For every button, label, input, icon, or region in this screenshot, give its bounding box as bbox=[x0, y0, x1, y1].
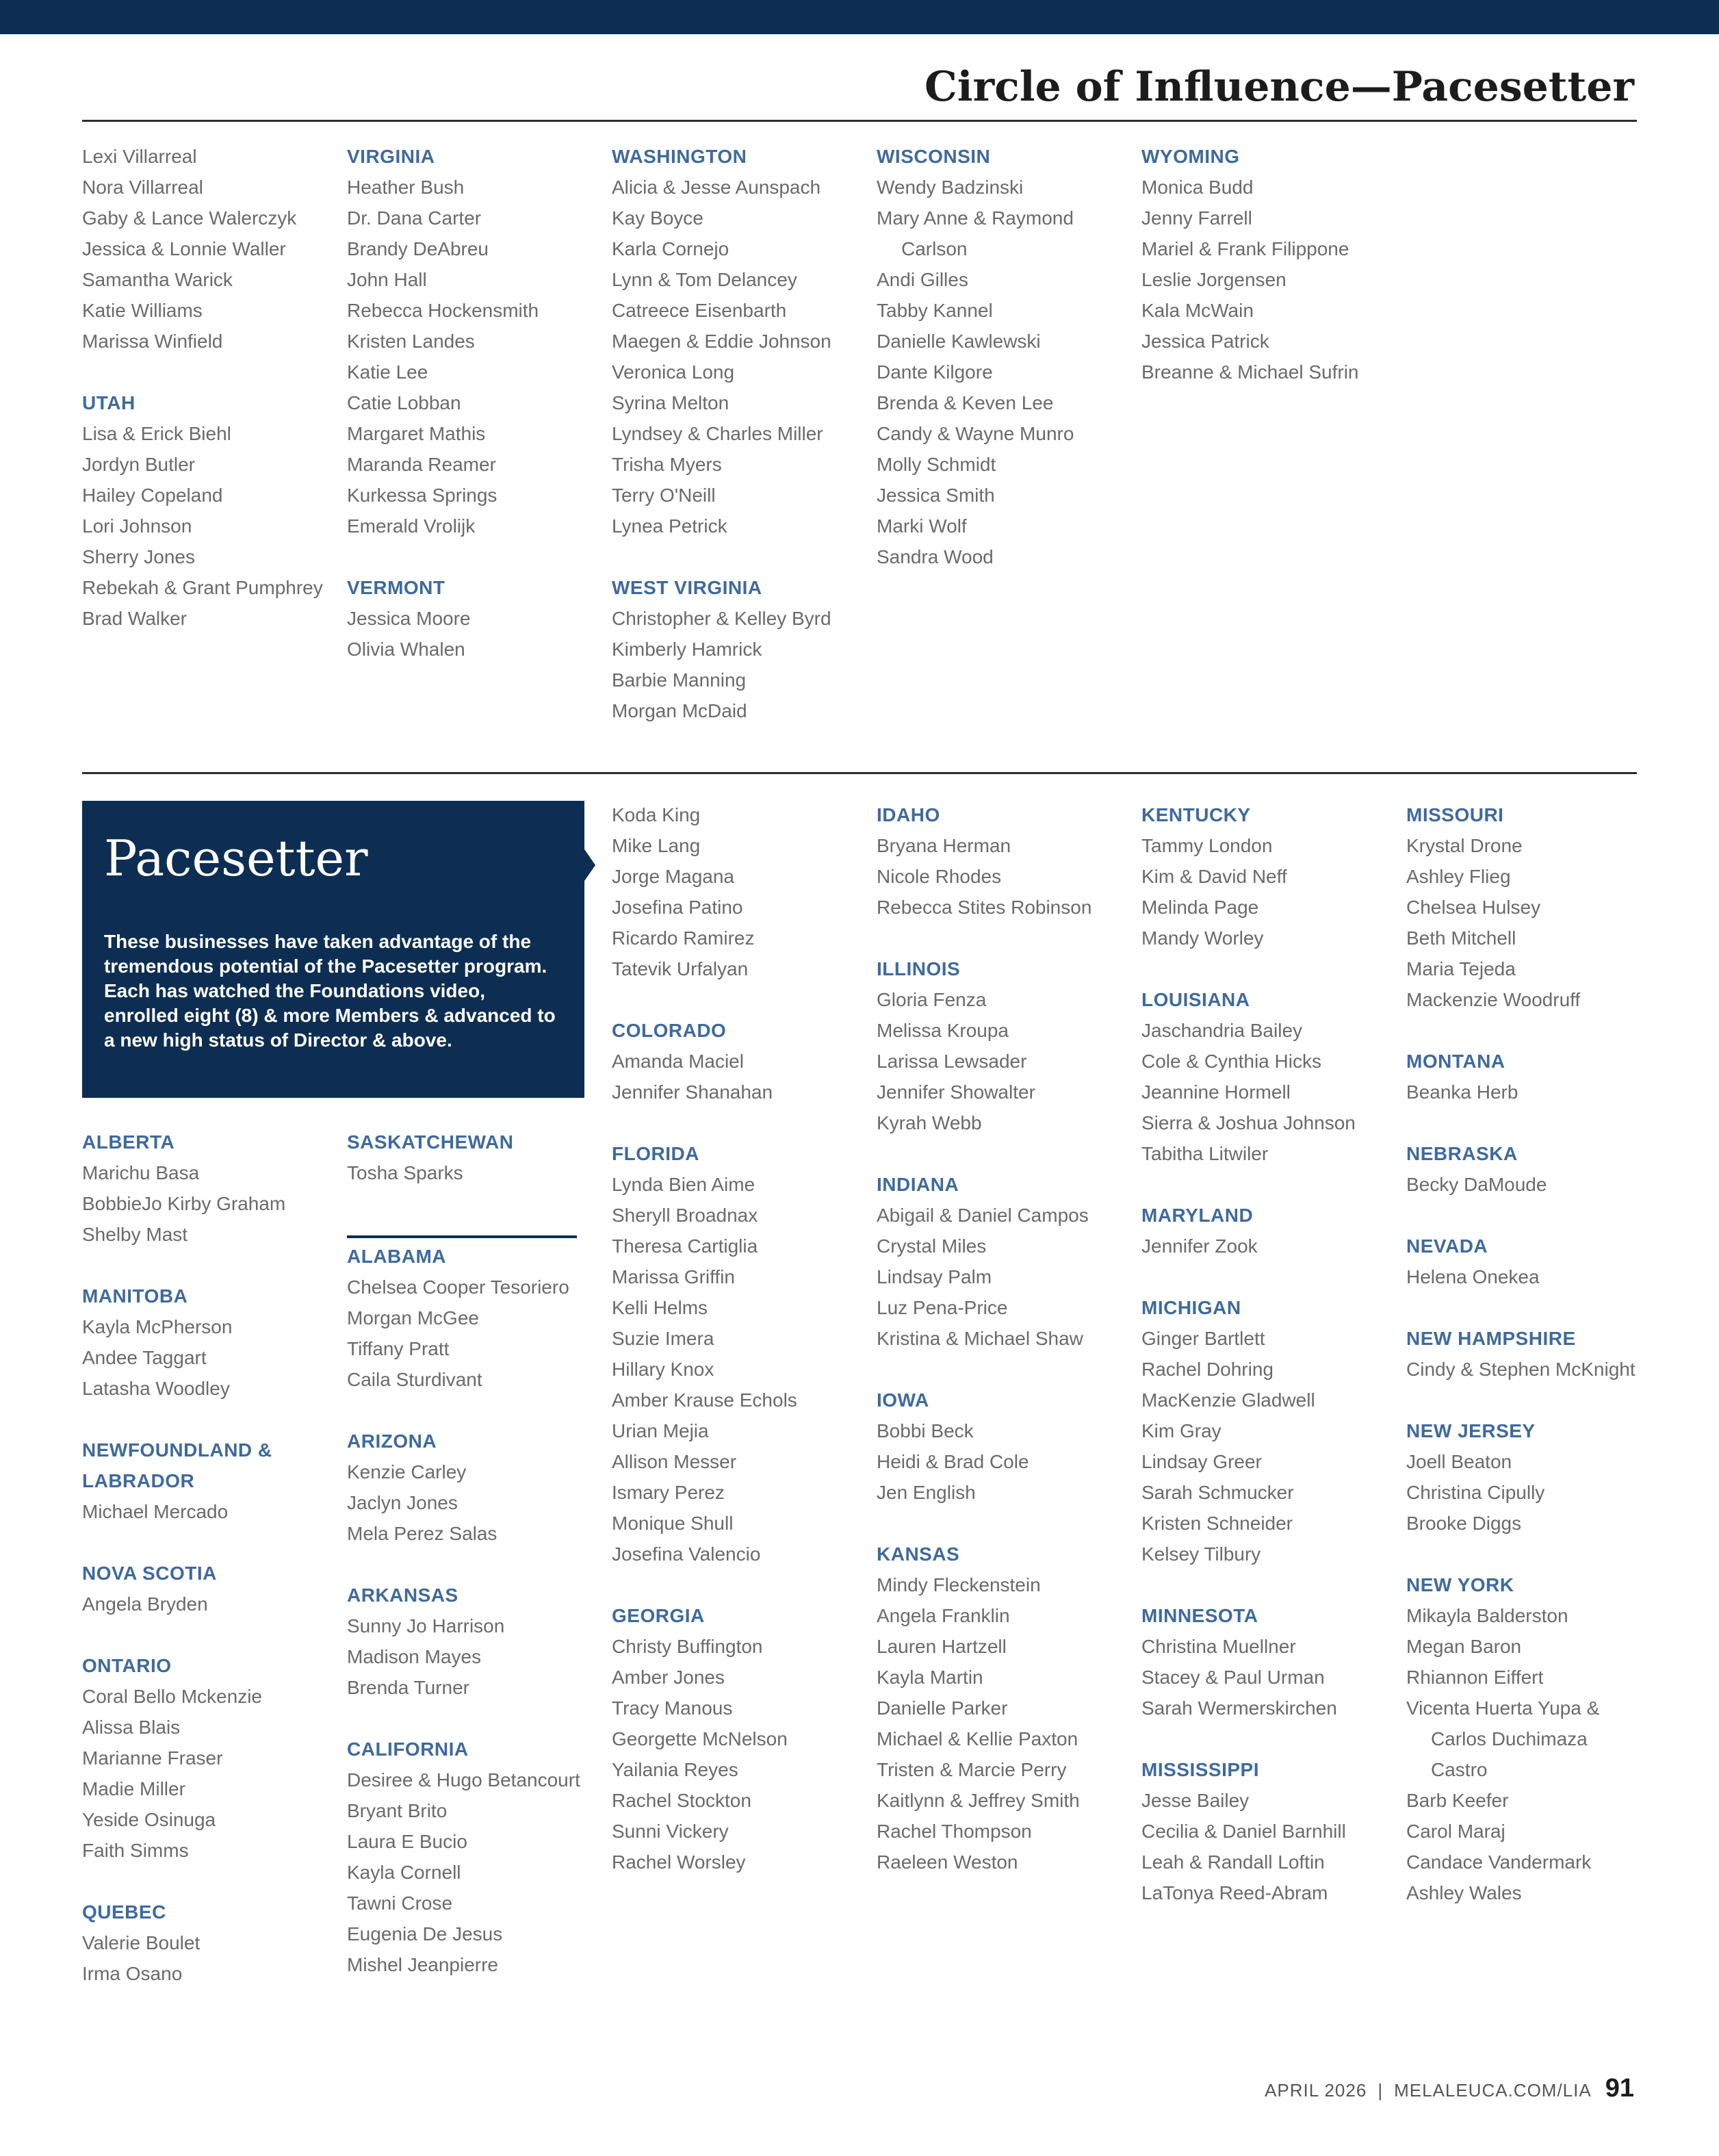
footer-separator: | bbox=[1378, 2080, 1384, 2101]
bottom-column-5 bbox=[1141, 799, 1395, 1908]
member-name: Maegen & Eddie Johnson bbox=[612, 331, 831, 352]
member-name: Tristen & Marcie Perry bbox=[877, 1759, 1067, 1780]
member-name: Jorge Magana bbox=[612, 866, 735, 887]
member-name: Christy Buffington bbox=[612, 1636, 763, 1657]
state-heading-california: CALIFORNIA bbox=[347, 1738, 469, 1760]
top-column-2 bbox=[347, 141, 600, 665]
top-column-1 bbox=[82, 141, 335, 634]
bottom-column-6 bbox=[1406, 799, 1639, 1908]
section-rule bbox=[82, 772, 1637, 774]
member-name: Lynea Petrick bbox=[612, 515, 727, 537]
member-name: Brad Walker bbox=[82, 608, 188, 629]
member-name: Jessica Patrick bbox=[1141, 331, 1269, 352]
member-name: Olivia Whalen bbox=[347, 639, 465, 660]
member-name: Luz Pena-Price bbox=[877, 1297, 1008, 1318]
member-name: Heather Bush bbox=[347, 177, 465, 198]
member-name: Sarah Wermerskirchen bbox=[1141, 1697, 1337, 1719]
member-name: Hailey Copeland bbox=[82, 485, 223, 506]
callout-description: These businesses have taken advantage of the tremendous potential of the Pacesetter program. Each has watched the Foundations video, enrolled eight (8) & more Members & advanced to a new high status of Director & above. bbox=[104, 931, 556, 1051]
member-name: Marissa Griffin bbox=[612, 1266, 735, 1287]
member-name: Katie Lee bbox=[347, 361, 428, 383]
page-footer bbox=[1265, 2074, 1634, 2103]
member-name: Marki Wolf bbox=[877, 515, 967, 537]
member-name: Kim & David Neff bbox=[1141, 866, 1287, 887]
member-name: Theresa Cartiglia bbox=[612, 1235, 758, 1257]
member-name: Helena Onekea bbox=[1406, 1266, 1540, 1287]
member-name: Rebecca Stites Robinson bbox=[877, 897, 1092, 918]
member-name: Marianne Fraser bbox=[82, 1747, 223, 1769]
member-name: Catreece Eisenbarth bbox=[612, 300, 787, 321]
state-heading-saskatchewan: SASKATCHEWAN bbox=[347, 1131, 514, 1153]
top-banner bbox=[0, 0, 1719, 34]
state-heading-maryland: MARYLAND bbox=[1141, 1205, 1254, 1226]
member-name: Melinda Page bbox=[1141, 897, 1259, 918]
member-name: Rachel Worsley bbox=[612, 1851, 746, 1873]
member-name: Monica Budd bbox=[1141, 177, 1254, 198]
member-name: Mikayla Balderston bbox=[1406, 1605, 1568, 1626]
member-name: Beth Mitchell bbox=[1406, 927, 1516, 949]
member-name: Kay Boyce bbox=[612, 207, 703, 229]
state-heading-idaho: IDAHO bbox=[877, 804, 940, 825]
member-name: Christina Cipully bbox=[1406, 1482, 1545, 1503]
member-name: Jennifer Shanahan bbox=[612, 1081, 773, 1103]
member-name: Morgan McDaid bbox=[612, 700, 747, 721]
member-name: Candace Vandermark bbox=[1406, 1851, 1592, 1873]
state-heading-quebec: QUEBEC bbox=[82, 1901, 166, 1923]
member-name: Coral Bello Mckenzie bbox=[82, 1686, 262, 1707]
page-number: 91 bbox=[1605, 2074, 1634, 2103]
member-name: Emerald Vrolijk bbox=[347, 515, 476, 537]
member-name: Kyrah Webb bbox=[877, 1112, 982, 1133]
member-name: Monique Shull bbox=[612, 1513, 734, 1534]
state-heading-new-hampshire: NEW HAMPSHIRE bbox=[1406, 1328, 1576, 1349]
state-heading-minnesota: MINNESOTA bbox=[1141, 1605, 1258, 1626]
state-heading-virginia: VIRGINIA bbox=[347, 146, 435, 167]
member-name: Samantha Warick bbox=[82, 269, 233, 290]
column-spacer bbox=[347, 1188, 600, 1219]
pacesetter-callout bbox=[82, 801, 584, 1098]
member-name: Melissa Kroupa bbox=[877, 1020, 1009, 1041]
member-name: Molly Schmidt bbox=[877, 454, 996, 475]
member-name: Lexi Villarreal bbox=[82, 146, 197, 167]
member-name: Jaclyn Jones bbox=[347, 1492, 458, 1513]
member-name: Tawni Crose bbox=[347, 1892, 453, 1914]
member-name: Jennifer Showalter bbox=[877, 1081, 1035, 1103]
member-name: Jordyn Butler bbox=[82, 454, 195, 475]
member-name: Dante Kilgore bbox=[877, 361, 993, 383]
member-name: Christina Muellner bbox=[1141, 1636, 1296, 1657]
state-heading-nebraska: NEBRASKA bbox=[1406, 1143, 1518, 1164]
state-heading-louisiana: LOUISIANA bbox=[1141, 989, 1250, 1010]
member-name: Stacey & Paul Urman bbox=[1141, 1667, 1325, 1688]
member-name: BobbieJo Kirby Graham bbox=[82, 1193, 286, 1214]
member-name: Lindsay Palm bbox=[877, 1266, 992, 1287]
member-name: Tatevik Urfalyan bbox=[612, 958, 749, 979]
member-name: Karla Cornejo bbox=[612, 238, 729, 259]
member-name: Lindsay Greer bbox=[1141, 1451, 1262, 1472]
member-name: Kayla Martin bbox=[877, 1667, 983, 1688]
member-name: Madison Mayes bbox=[347, 1646, 482, 1667]
member-name: Joell Beaton bbox=[1406, 1451, 1512, 1472]
member-name: Mela Perez Salas bbox=[347, 1523, 497, 1544]
member-name: John Hall bbox=[347, 269, 427, 290]
state-heading-wisconsin: WISCONSIN bbox=[877, 146, 991, 167]
member-name: Mariel & Frank Filippone bbox=[1141, 238, 1349, 259]
state-heading-colorado: COLORADO bbox=[612, 1020, 727, 1041]
title-rule bbox=[82, 120, 1637, 122]
member-name: Sherry Jones bbox=[82, 546, 195, 567]
member-name: Sierra & Joshua Johnson bbox=[1141, 1112, 1356, 1133]
member-name: Maria Tejeda bbox=[1406, 958, 1516, 979]
member-name: Maranda Reamer bbox=[347, 454, 496, 475]
member-name: Ismary Perez bbox=[612, 1482, 725, 1503]
callout-title: Pacesetter bbox=[104, 830, 368, 887]
member-name: Marissa Winfield bbox=[82, 331, 223, 352]
member-name: Bryant Brito bbox=[347, 1800, 448, 1821]
member-name: Rachel Dohring bbox=[1141, 1359, 1274, 1380]
member-name: Faith Simms bbox=[82, 1840, 189, 1861]
member-name: Megan Baron bbox=[1406, 1636, 1522, 1657]
member-name: Veronica Long bbox=[612, 361, 735, 383]
member-name: Amber Krause Echols bbox=[612, 1389, 797, 1411]
member-name: Rachel Thompson bbox=[877, 1821, 1032, 1842]
state-heading-wyoming: WYOMING bbox=[1141, 146, 1240, 167]
member-name: Marichu Basa bbox=[82, 1162, 200, 1183]
member-name: Alicia & Jesse Aunspach bbox=[612, 177, 821, 198]
member-name: Desiree & Hugo Betancourt bbox=[347, 1769, 580, 1791]
member-name: LaTonya Reed-Abram bbox=[1141, 1882, 1328, 1903]
top-column-4 bbox=[877, 141, 1130, 572]
member-name: Allison Messer bbox=[612, 1451, 737, 1472]
member-name: Kristen Landes bbox=[347, 331, 475, 352]
state-heading-mississippi: MISSISSIPPI bbox=[1141, 1759, 1259, 1780]
state-heading-kentucky: KENTUCKY bbox=[1141, 804, 1251, 825]
member-name: Ginger Bartlett bbox=[1141, 1328, 1265, 1349]
member-name: Cecilia & Daniel Barnhill bbox=[1141, 1821, 1346, 1842]
member-name: Trisha Myers bbox=[612, 454, 722, 475]
state-heading-utah: UTAH bbox=[82, 392, 135, 413]
member-name: Brenda & Keven Lee bbox=[877, 392, 1054, 413]
member-name: Gloria Fenza bbox=[877, 989, 987, 1010]
member-name: Barbie Manning bbox=[612, 669, 747, 691]
member-name: Rhiannon Eiffert bbox=[1406, 1667, 1544, 1688]
member-name: MacKenzie Gladwell bbox=[1141, 1389, 1315, 1411]
member-name: Heidi & Brad Cole bbox=[877, 1451, 1029, 1472]
member-name: Sunny Jo Harrison bbox=[347, 1615, 505, 1637]
member-name: Breanne & Michael Sufrin bbox=[1141, 361, 1359, 383]
member-name: Jessica Moore bbox=[347, 608, 471, 629]
member-name: Nora Villarreal bbox=[82, 177, 203, 198]
member-name: Wendy Badzinski bbox=[877, 177, 1024, 198]
member-name: Michael & Kellie Paxton bbox=[877, 1728, 1078, 1749]
member-name: Barb Keefer bbox=[1406, 1790, 1509, 1811]
member-name: Sheryll Broadnax bbox=[612, 1205, 758, 1226]
member-name: Catie Lobban bbox=[347, 392, 461, 413]
member-name: Tiffany Pratt bbox=[347, 1338, 450, 1359]
member-name: Georgette McNelson bbox=[612, 1728, 788, 1749]
member-name: Tammy London bbox=[1141, 835, 1273, 856]
member-name: Kurkessa Springs bbox=[347, 485, 497, 506]
member-name: Jen English bbox=[877, 1482, 976, 1503]
member-name: Latasha Woodley bbox=[82, 1378, 230, 1399]
member-name: Alissa Blais bbox=[82, 1717, 181, 1738]
member-name: Becky DaMoude bbox=[1406, 1174, 1547, 1195]
member-name: Koda King bbox=[612, 804, 701, 825]
member-name: Rachel Stockton bbox=[612, 1790, 751, 1811]
state-heading-new-york: NEW YORK bbox=[1406, 1574, 1514, 1595]
member-name: Terry O'Neill bbox=[612, 485, 716, 506]
state-heading-west-virginia: WEST VIRGINIA bbox=[612, 577, 762, 598]
member-name: Amber Jones bbox=[612, 1667, 725, 1688]
member-name: Jeannine Hormell bbox=[1141, 1081, 1291, 1103]
member-name: Kayla Cornell bbox=[347, 1862, 461, 1883]
member-name: Kristina & Michael Shaw bbox=[877, 1328, 1083, 1349]
member-name: Chelsea Cooper Tesoriero bbox=[347, 1276, 569, 1298]
member-name: Vicenta Huerta Yupa & Carlos Duchimaza Castro bbox=[1406, 1697, 1600, 1780]
member-name: Kim Gray bbox=[1141, 1420, 1222, 1441]
member-name: Sandra Wood bbox=[877, 546, 994, 567]
member-name: Laura E Bucio bbox=[347, 1831, 467, 1852]
state-heading-nova-scotia: NOVA SCOTIA bbox=[82, 1563, 217, 1584]
member-name: Kelsey Tilbury bbox=[1141, 1543, 1261, 1565]
member-name: Gaby & Lance Walerczyk bbox=[82, 207, 297, 229]
member-name: Angela Franklin bbox=[877, 1605, 1010, 1626]
member-name: Abigail & Daniel Campos bbox=[877, 1205, 1089, 1226]
member-name: Leah & Randall Loftin bbox=[1141, 1851, 1325, 1873]
member-name: Kelli Helms bbox=[612, 1297, 708, 1318]
member-name: Shelby Mast bbox=[82, 1224, 188, 1245]
member-name: Lauren Hartzell bbox=[877, 1636, 1007, 1657]
member-name: Brooke Diggs bbox=[1406, 1513, 1522, 1534]
member-name: Kaitlynn & Jeffrey Smith bbox=[877, 1790, 1080, 1811]
member-name: Jennifer Zook bbox=[1141, 1235, 1258, 1257]
member-name: Mackenzie Woodruff bbox=[1406, 989, 1581, 1010]
member-name: Amanda Maciel bbox=[612, 1051, 744, 1072]
bottom-column-4 bbox=[877, 799, 1130, 1877]
state-heading-montana: MONTANA bbox=[1406, 1051, 1505, 1072]
member-name: Lisa & Erick Biehl bbox=[82, 423, 231, 444]
member-name: Angela Bryden bbox=[82, 1593, 208, 1615]
member-name: Tabitha Litwiler bbox=[1141, 1143, 1269, 1164]
member-name: Brandy DeAbreu bbox=[347, 238, 489, 259]
member-name: Irma Osano bbox=[82, 1963, 183, 1984]
member-name: Larissa Lewsader bbox=[877, 1051, 1027, 1072]
member-name: Dr. Dana Carter bbox=[347, 207, 482, 229]
state-heading-iowa: IOWA bbox=[877, 1389, 929, 1411]
member-name: Eugenia De Jesus bbox=[347, 1923, 503, 1945]
member-name: Michael Mercado bbox=[82, 1501, 229, 1522]
member-name: Chelsea Hulsey bbox=[1406, 897, 1541, 918]
member-name: Crystal Miles bbox=[877, 1235, 987, 1257]
member-name: Rebecca Hockensmith bbox=[347, 300, 539, 321]
member-name: Lynn & Tom Delancey bbox=[612, 269, 797, 290]
member-name: Kristen Schneider bbox=[1141, 1513, 1293, 1534]
state-heading-arizona: ARIZONA bbox=[347, 1430, 437, 1452]
bottom-column-2 bbox=[347, 1127, 600, 1980]
member-name: Candy & Wayne Munro bbox=[877, 423, 1074, 444]
member-name: Sunni Vickery bbox=[612, 1821, 729, 1842]
member-name: Lynda Bien Aime bbox=[612, 1174, 755, 1195]
state-heading-nevada: NEVADA bbox=[1406, 1235, 1488, 1257]
bottom-column-3 bbox=[612, 799, 865, 1877]
member-name: Ashley Wales bbox=[1406, 1882, 1522, 1903]
member-name: Nicole Rhodes bbox=[877, 866, 1002, 887]
member-name: Mary Anne & Raymond Carlson bbox=[877, 207, 1074, 259]
member-name: Caila Sturdivant bbox=[347, 1369, 482, 1390]
member-name: Margaret Mathis bbox=[347, 423, 486, 444]
state-heading-alberta: ALBERTA bbox=[82, 1131, 175, 1153]
member-name: Mishel Jeanpierre bbox=[347, 1954, 498, 1975]
member-name: Mandy Worley bbox=[1141, 927, 1264, 949]
member-name: Rebekah & Grant Pumphrey bbox=[82, 577, 323, 598]
member-name: Jesse Bailey bbox=[1141, 1790, 1250, 1811]
top-column-3 bbox=[612, 141, 865, 726]
member-name: Danielle Kawlewski bbox=[877, 331, 1041, 352]
member-name: Madie Miller bbox=[82, 1778, 185, 1799]
state-heading-newfoundland-labrador: NEWFOUNDLAND & LABRADOR bbox=[82, 1439, 272, 1491]
member-name: Kenzie Carley bbox=[347, 1461, 467, 1483]
member-name: Sarah Schmucker bbox=[1141, 1482, 1294, 1503]
state-heading-michigan: MICHIGAN bbox=[1141, 1297, 1241, 1318]
member-name: Jenny Farrell bbox=[1141, 207, 1252, 229]
member-name: Kayla McPherson bbox=[82, 1316, 233, 1337]
member-name: Lyndsey & Charles Miller bbox=[612, 423, 823, 444]
member-name: Jessica & Lonnie Waller bbox=[82, 238, 286, 259]
member-name: Josefina Patino bbox=[612, 897, 743, 918]
member-name: Raeleen Weston bbox=[877, 1851, 1018, 1873]
member-name: Andi Gilles bbox=[877, 269, 968, 290]
member-name: Carol Maraj bbox=[1406, 1821, 1505, 1842]
column-divider bbox=[347, 1235, 577, 1238]
state-heading-missouri: MISSOURI bbox=[1406, 804, 1504, 825]
member-name: Krystal Drone bbox=[1406, 835, 1523, 856]
member-name: Morgan McGee bbox=[347, 1307, 479, 1329]
page-title: Circle of Influence—Pacesetter bbox=[925, 63, 1634, 111]
member-name: Brenda Turner bbox=[347, 1677, 469, 1698]
member-name: Suzie Imera bbox=[612, 1328, 714, 1349]
member-name: Tracy Manous bbox=[612, 1697, 733, 1719]
member-name: Leslie Jorgensen bbox=[1141, 269, 1287, 290]
state-heading-alabama: ALABAMA bbox=[347, 1246, 447, 1267]
bottom-column-1 bbox=[82, 1127, 335, 1989]
state-heading-manitoba: MANITOBA bbox=[82, 1285, 188, 1307]
state-heading-florida: FLORIDA bbox=[612, 1143, 699, 1164]
member-name: Lori Johnson bbox=[82, 515, 192, 537]
state-heading-georgia: GEORGIA bbox=[612, 1605, 705, 1626]
state-heading-vermont: VERMONT bbox=[347, 577, 445, 598]
member-name: Tabby Kannel bbox=[877, 300, 993, 321]
state-heading-new-jersey: NEW JERSEY bbox=[1406, 1420, 1536, 1441]
member-name: Cole & Cynthia Hicks bbox=[1141, 1051, 1321, 1072]
state-heading-arkansas: ARKANSAS bbox=[347, 1584, 458, 1606]
member-name: Tosha Sparks bbox=[347, 1162, 463, 1183]
member-name: Cindy & Stephen McKnight bbox=[1406, 1359, 1636, 1380]
member-name: Yailania Reyes bbox=[612, 1759, 738, 1780]
member-name: Syrina Melton bbox=[612, 392, 729, 413]
member-name: Mindy Fleckenstein bbox=[877, 1574, 1041, 1595]
member-name: Bobbi Beck bbox=[877, 1420, 974, 1441]
member-name: Beanka Herb bbox=[1406, 1081, 1518, 1103]
member-name: Andee Taggart bbox=[82, 1347, 207, 1368]
website-link[interactable]: MELALEUCA.COM/LIA bbox=[1394, 2080, 1592, 2101]
member-name: Bryana Herman bbox=[877, 835, 1011, 856]
state-heading-illinois: ILLINOIS bbox=[877, 958, 961, 979]
member-name: Josefina Valencio bbox=[612, 1543, 761, 1565]
top-column-5 bbox=[1141, 141, 1395, 387]
member-name: Jaschandria Bailey bbox=[1141, 1020, 1303, 1041]
member-name: Ricardo Ramirez bbox=[612, 927, 755, 949]
member-name: Christopher & Kelley Byrd bbox=[612, 608, 831, 629]
member-name: Katie Williams bbox=[82, 300, 203, 321]
member-name: Yeside Osinuga bbox=[82, 1809, 216, 1830]
member-name: Kala McWain bbox=[1141, 300, 1254, 321]
member-name: Mike Lang bbox=[612, 835, 701, 856]
member-name: Urian Mejia bbox=[612, 1420, 709, 1441]
member-name: Valerie Boulet bbox=[82, 1932, 201, 1953]
state-heading-indiana: INDIANA bbox=[877, 1174, 959, 1195]
state-heading-ontario: ONTARIO bbox=[82, 1655, 172, 1676]
member-name: Danielle Parker bbox=[877, 1697, 1008, 1719]
state-heading-washington: WASHINGTON bbox=[612, 146, 747, 167]
issue-date: APRIL 2026 bbox=[1265, 2080, 1367, 2101]
state-heading-kansas: KANSAS bbox=[877, 1543, 960, 1565]
member-name: Jessica Smith bbox=[877, 485, 995, 506]
member-name: Kimberly Hamrick bbox=[612, 639, 762, 660]
member-name: Hillary Knox bbox=[612, 1359, 714, 1380]
member-name: Ashley Flieg bbox=[1406, 866, 1511, 887]
